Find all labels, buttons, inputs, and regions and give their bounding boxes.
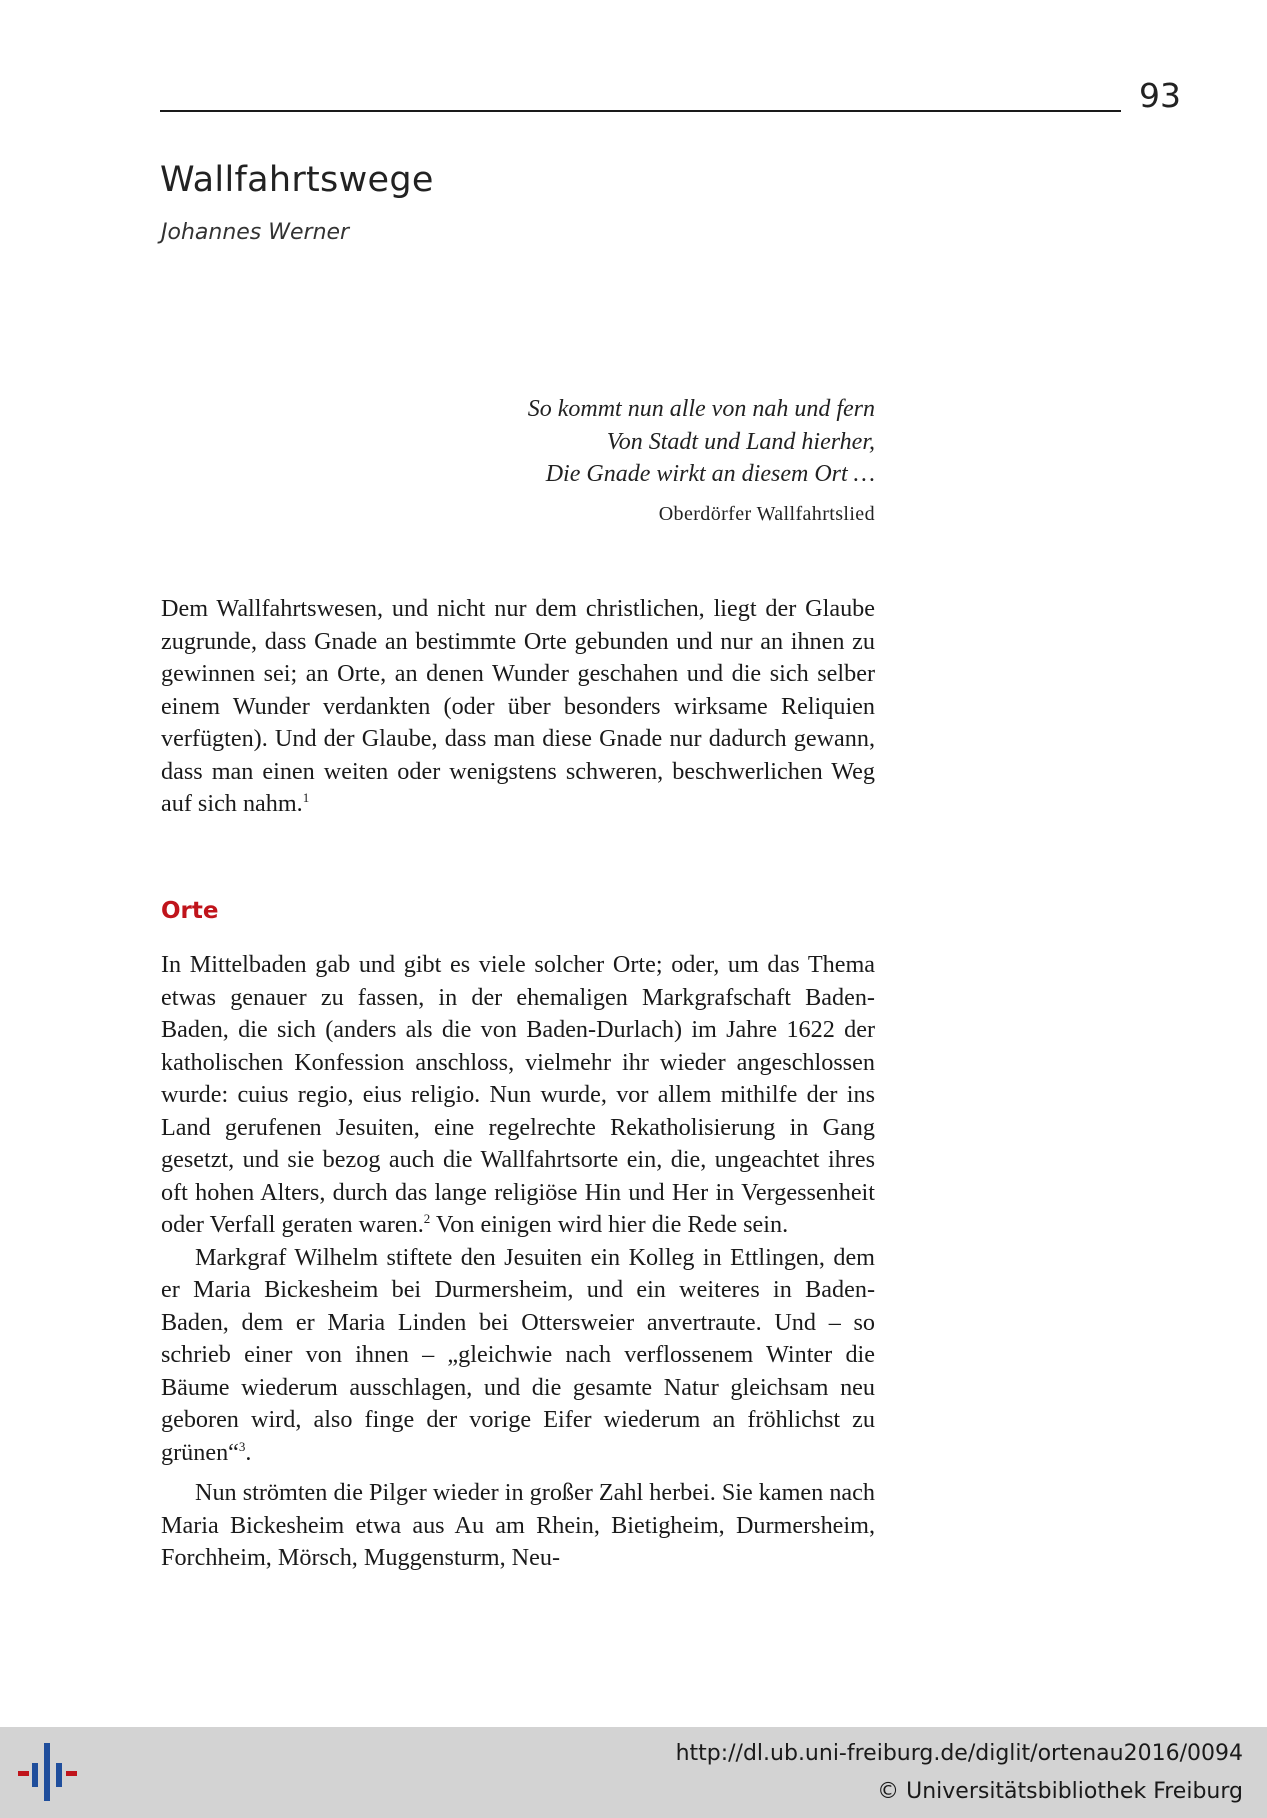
epigraph-line: So kommt nun alle von nah und fern bbox=[527, 396, 875, 422]
section-paragraph-3: Nun strömten die Pilger wieder in großer Zahl herbei. Sie kamen nach Maria Bickesheim etwa aus Au am Rhein, Bietigheim, Durmersheim, Forchheim, Mörsch, Muggensturm, Neu- bbox=[161, 1479, 875, 1571]
section-paragraph-1 bbox=[161, 949, 875, 1242]
footnote-ref: 2 bbox=[423, 1210, 431, 1226]
footer-bar bbox=[0, 1727, 1267, 1818]
paragraph-text: Markgraf Wilhelm stiftete den Jesuiten ein Kolleg in Ettlingen, dem er Maria Bickesheim bei Durmersheim, und ein weiteres in Baden-Baden, dem er Maria Linden bei Ottersweier anvertraute. Und – so schrieb einer von ihnen – „gleichwie nach verflossenem Winter die Bäume wiederum ausschlagen, und die gesamte Natur gleichsam neu geboren wird, also finge der vorige Eifer wiederum an fröhlichst zu grünen“ bbox=[161, 1243, 875, 1466]
epigraph-line: Die Gnade wirkt an diesem Ort … bbox=[545, 461, 875, 487]
article-title: Wallfahrtswege bbox=[160, 160, 434, 200]
section-heading: Orte bbox=[161, 898, 219, 924]
footnote-ref: 3 bbox=[238, 1438, 246, 1454]
copyright-notice: © Universitätsbibliothek Freiburg bbox=[877, 1779, 1243, 1804]
section-paragraph-2 bbox=[161, 1242, 875, 1470]
section-body bbox=[161, 949, 875, 1575]
footnote-ref: 1 bbox=[302, 789, 310, 805]
epigraph-source: Oberdörfer Wallfahrtslied bbox=[658, 502, 875, 525]
intro-paragraph-block bbox=[161, 593, 875, 821]
page-number: 93 bbox=[1139, 76, 1181, 115]
intro-text: Dem Wallfahrtswesen, und nicht nur dem christlichen, liegt der Glaube zugrunde, dass Gnade an bestimmte Orte gebunden und nur an ihnen zu gewinnen sei; an Orte, an denen Wunder geschahen und die sich selber einem Wunder verdankten (oder über besonders wirksame Reliquien verfügten). Und der Glaube, dass man diese Gnade nur dadurch gewann, dass man einen weiten oder wenigstens schweren, beschwerlichen Weg auf sich nahm. bbox=[161, 595, 875, 817]
header-rule bbox=[160, 110, 1121, 112]
paragraph-text: Von einigen wird hier die Rede sein. bbox=[430, 1211, 789, 1238]
epigraph bbox=[430, 393, 875, 527]
intro-paragraph bbox=[161, 593, 875, 821]
library-logo-icon bbox=[18, 1741, 80, 1803]
paragraph-text: . bbox=[245, 1438, 252, 1466]
article-author: Johannes Werner bbox=[161, 220, 350, 245]
paragraph-text: In Mittelbaden gab und gibt es viele solcher Orte; oder, um das Thema etwas genauer zu fassen, in der ehemaligen Markgrafschaft Baden-Baden, die sich (anders als die von Baden-Durlach) im Jahre 1622 der katholischen Konfession anschloss, vielmehr ihr wieder angeschlossen wurde: cuius regio, eius religio. Nun wurde, vor allem mithilfe der ins Land gerufenen Jesuiten, eine regelrechte Rekatholisierung in Gang gesetzt, und sie bezog auch die Wallfahrtsorte ein, die, ungeachtet ihres oft hohen Alters, durch das lange religiöse Hin und Her in Vergessenheit oder Verfall geraten waren. bbox=[161, 951, 875, 1238]
source-url-link[interactable]: http://dl.ub.uni-freiburg.de/diglit/ortenau2016/0094 bbox=[675, 1741, 1243, 1766]
epigraph-line: Von Stadt und Land hierher, bbox=[606, 428, 875, 455]
